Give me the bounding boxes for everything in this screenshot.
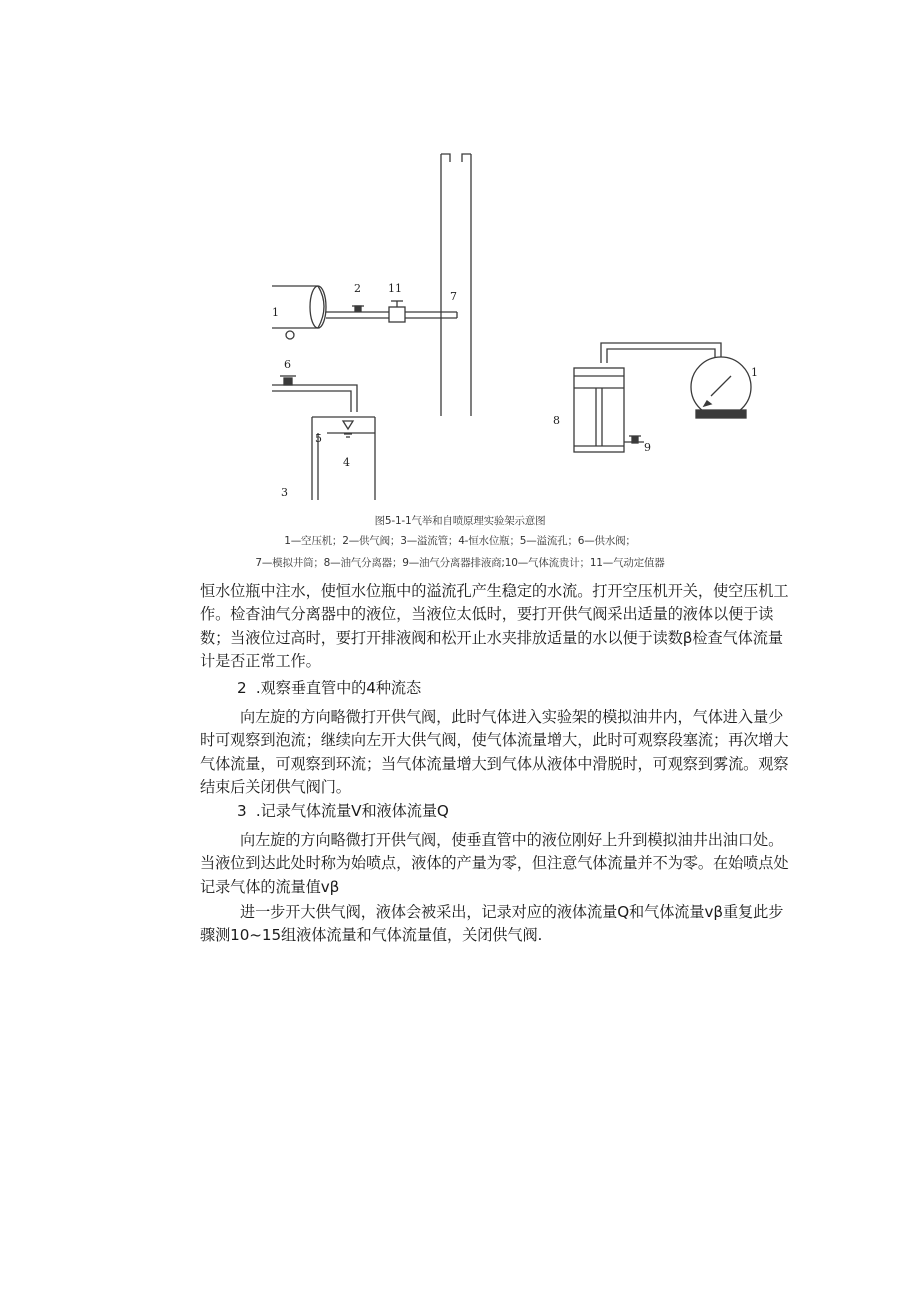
figure-legend-line: 7—模拟井筒；8—油气分离器；9—油气分离器排液商;10—气体流贵计；11—气动定值器 (255, 557, 665, 569)
label-gas-valve: 2 (354, 282, 361, 295)
body-paragraph: 恒水位瓶中注水，使恒水位瓶中的溢流孔产生稳定的水流。打开空压机开关，使空压机工作。检杳油气分离器中的液位，当液位太低时，要打开供气阀采出适量的液体以便于读数；当液位过高时，要打开排液阀和松开止水夹排放适量的水以便于读数β检查气体流量计是否正常工作。 (200, 582, 789, 671)
oil-gas-separator (574, 368, 624, 452)
separator-pipe (601, 343, 721, 363)
label-overflow-pipe: 3 (281, 486, 288, 499)
apparatus-svg (260, 140, 780, 510)
label-separator: 8 (553, 414, 560, 427)
left-compressor (272, 286, 326, 339)
section-heading: 3 .记录气体流量V和液体流量Q (237, 802, 449, 820)
section-heading: 2 .观察垂直管中的4种流态 (237, 679, 422, 697)
right-compressor (691, 357, 751, 418)
label-drain-valve: 9 (644, 441, 651, 454)
body-paragraph: 向左旋的方向略微打开供气阀，此时气体进入实验架的模拟油井内，气体进入量少时可观察到泡流；继续向左开大供气阀，使气体流量增大，此时可观察段塞流；再次增大气体流量，可观察到环流；当气体流量增大到气体从液体中滑脱时，可观察到雾流。观察结束后关闭供气阀门。 (200, 708, 789, 797)
figure-caption: 图5-1-1气举和自喷原理实验架示意图 (374, 515, 546, 527)
label-compressor-right: 1 (751, 366, 758, 379)
label-compressor-left: 1 (272, 306, 279, 319)
well-tube (441, 154, 471, 416)
apparatus-diagram (260, 140, 780, 510)
label-overflow-hole: 5 (315, 432, 322, 445)
water-supply-line (272, 376, 357, 412)
pressure-regulator (389, 301, 405, 322)
body-paragraph: 向左旋的方向略微打开供气阀，使垂直管中的液位刚好上升到模拟油井出油口处。当液位到达此处时称为始喷点，液体的产量为零，但注意气体流量并不为零。在始喷点处记录气体的流量值vβ (200, 831, 789, 896)
body-paragraph: 进一步开大供气阀，液体会被采出，记录对应的液体流量Q和气体流量vβ重复此步骤测10~15组液体流量和气体流量值，关闭供气阀. (200, 903, 784, 945)
label-pressure-regulator: 11 (388, 282, 402, 295)
figure-legend-line: 1—空压机；2—供气阀；3—溢流管；4-恒水位瓶；5—溢流孔；6—供水阀； (284, 535, 636, 547)
drain-valve (624, 436, 644, 443)
gas-valve (352, 306, 364, 311)
label-well-tube: 7 (450, 290, 457, 303)
label-water-valve: 6 (284, 358, 291, 371)
label-constant-level-bottle: 4 (343, 456, 350, 469)
